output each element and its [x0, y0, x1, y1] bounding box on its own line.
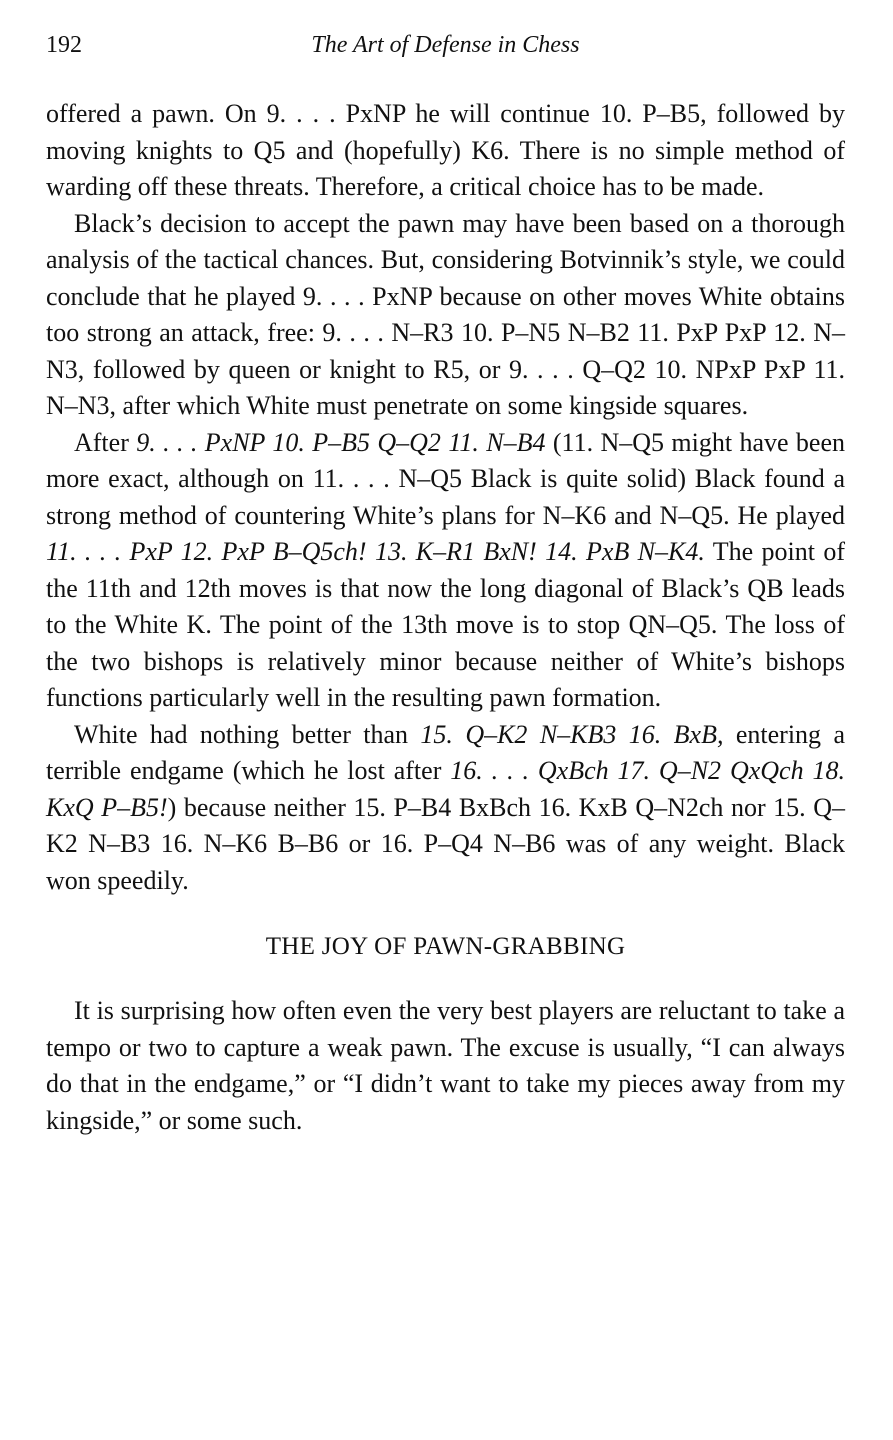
- move-notation-italic: 15. Q–K2 N–KB3 16. BxB,: [420, 719, 724, 749]
- text-run: It is surprising how often even the very best players are reluctant to take a tempo or two to capture a weak pawn. The excuse is usually, “I can always do that in the endgame,” or “I didn’t want to take my pieces away from my kingside,” or some such.: [46, 996, 845, 1135]
- section-heading: THE JOY OF PAWN-GRABBING: [265, 933, 626, 960]
- section-paragraph-1: [46, 993, 845, 1139]
- move-notation-italic: 16. . . . QxBch 17. Q–N2 QxQch 18. KxQ P–B5!: [46, 756, 845, 822]
- paragraph-2: [46, 206, 845, 425]
- move-notation-italic: 9. . . . PxNP 10. P–B5 Q–Q2 11. N–B4: [136, 427, 546, 457]
- text-run: offered a pawn. On 9. . . . PxNP he will continue 10. P–B5, followed by moving knights to Q5 and (hopefully) K6. There is no simple method of warding off these threats. Therefore, a critical choice has to be made.: [46, 99, 845, 201]
- paragraph-3: [46, 425, 845, 717]
- running-title: The Art of Defense in Chess: [311, 32, 580, 58]
- text-run: entering a terrible endgame (which he lost after: [46, 719, 845, 785]
- text-run: The point of the 11th and 12th moves is that now the long diagonal of Black’s QB leads to the White K. The point of the 13th move is to stop QN–Q5. The loss of the two bishops is relatively minor because neither of White’s bishops functions particularly well in the resulting pawn formation.: [46, 537, 846, 712]
- move-notation-italic: 11. . . . PxP 12. PxP B–Q5ch! 13. K–R1 BxN! 14. PxB N–K4.: [46, 537, 705, 566]
- text-run: ) because neither 15. P–B4 BxBch 16. KxB Q–N2ch nor 15. Q–K2 N–B3 16. N–K6 B–B6 or 16. P–Q4 N–B6 was of any weight. Black won speedily.: [46, 792, 845, 895]
- paragraph-1: [46, 96, 845, 206]
- text-run: (11. N–Q5 might have been more exact, although on 11. . . . N–Q5 Black is quite solid) Black found a strong method of countering White’s plans for N–K6 and N–Q5. He played: [46, 427, 845, 530]
- body-text: [46, 96, 845, 1139]
- text-run: After: [74, 427, 137, 457]
- page-number: 192: [46, 32, 82, 58]
- text-run: White had nothing better than: [74, 719, 421, 749]
- text-run: Black’s decision to accept the pawn may have been based on a thorough analysis of the tactical chances. But, considering Botvinnik’s style, we could conclude that he played 9. . . . PxNP because on other moves White obtains too strong an attack, free: 9. . . . N–R3 10. P–N5 N–B2 11. PxP PxP 12. N–N3, followed by queen or knight to R5, or 9. . . . Q–Q2 10. NPxP PxP 11. N–N3, after which White must penetrate on some kingside squares.: [46, 208, 845, 420]
- running-head: [46, 32, 845, 68]
- paragraph-4: [46, 717, 845, 900]
